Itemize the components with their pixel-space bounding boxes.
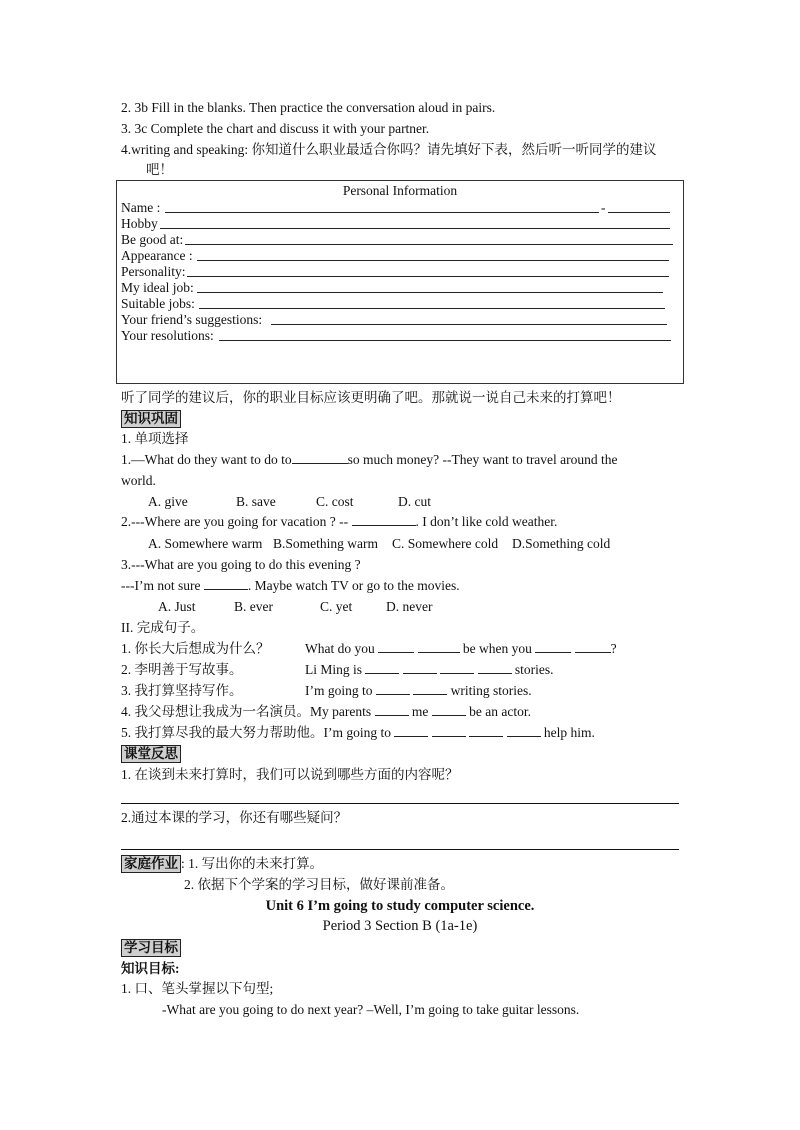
complete-item-4: 4. 我父母想让我成为一名演员。My parents me be an actor. bbox=[121, 704, 531, 719]
mc-q3-option-a: A. Just bbox=[158, 599, 196, 614]
complete-item-1-cn: 1. 你长大后想成为什么？ bbox=[121, 641, 270, 656]
field-suitable-jobs-label: Suitable jobs: bbox=[121, 296, 195, 311]
period-title: Period 3 Section B (1a-1e) bbox=[322, 918, 478, 934]
objective-item-1: 1. 口、笔头掌握以下句型; bbox=[121, 981, 274, 996]
field-resolutions-label: Your resolutions: bbox=[121, 328, 214, 343]
complete-item-1-en: What do you be when you ? bbox=[305, 641, 617, 656]
mc-q2-option-b: B.Something warm bbox=[273, 536, 378, 551]
blank[interactable] bbox=[413, 682, 447, 695]
complete-item-3-en: I’m going to writing stories. bbox=[305, 683, 532, 698]
complete-item-2-en: Li Ming is stories. bbox=[305, 662, 554, 677]
complete-item-5: 5. 我打算尽我的最大努力帮助他。I’m going to help him. bbox=[121, 725, 595, 740]
mc-q1-cont: world. bbox=[121, 473, 156, 488]
instruction-writing-cont: 吧！ bbox=[146, 162, 173, 177]
homework-item-1: : 1. 写出你的未来打算。 bbox=[181, 856, 324, 871]
mc-q1-option-a: A. give bbox=[148, 494, 188, 509]
mc-q1-option-d: D. cut bbox=[398, 494, 431, 509]
field-personality-line[interactable] bbox=[187, 276, 669, 277]
mc-q1: 1.—What do they want to do to so much money? --They want to travel around the bbox=[121, 452, 618, 467]
field-ideal-job-label: My ideal job: bbox=[121, 280, 194, 295]
section-homework: 家庭作业 bbox=[121, 855, 181, 873]
field-suggestions-label: Your friend’s suggestions: bbox=[121, 312, 263, 327]
field-name-line[interactable] bbox=[165, 212, 599, 213]
complete-heading: II. 完成句子。 bbox=[121, 620, 205, 635]
blank[interactable] bbox=[535, 640, 571, 653]
q3-blank[interactable] bbox=[204, 577, 248, 590]
section-objectives: 学习目标 bbox=[121, 939, 181, 957]
reflect-question-2: 2.通过本课的学习，你还有哪些疑问？ bbox=[121, 810, 348, 825]
blank[interactable] bbox=[378, 640, 414, 653]
blank[interactable] bbox=[440, 661, 474, 674]
blank[interactable] bbox=[507, 724, 541, 737]
personal-information-box bbox=[116, 180, 684, 384]
q2-blank[interactable] bbox=[352, 513, 416, 526]
after-box-text: 听了同学的建议后，你的职业目标应该更明确了吧。那就说一说自己未来的打算吧！ bbox=[121, 390, 621, 405]
complete-item-2-cn: 2. 李明善于写故事。 bbox=[121, 662, 243, 677]
field-resolutions-line[interactable] bbox=[219, 340, 671, 341]
box-title: Personal Information bbox=[342, 183, 458, 198]
reflect-answer-line-1[interactable] bbox=[121, 803, 679, 804]
mc-q3-option-b: B. ever bbox=[234, 599, 273, 614]
field-appearance-line[interactable] bbox=[197, 260, 669, 261]
field-name-label: Name : bbox=[121, 200, 161, 215]
field-suggestions-line[interactable] bbox=[271, 324, 667, 325]
section-reflect: 课堂反思 bbox=[121, 745, 181, 763]
field-hobby-label: Hobby bbox=[121, 216, 158, 231]
field-name-line-2[interactable] bbox=[608, 212, 670, 213]
blank[interactable] bbox=[432, 724, 466, 737]
blank[interactable] bbox=[575, 640, 611, 653]
blank[interactable] bbox=[432, 703, 466, 716]
mc-q3: 3.---What are you going to do this evening ? bbox=[121, 557, 361, 572]
blank[interactable] bbox=[469, 724, 503, 737]
complete-item-3-cn: 3. 我打算坚持写作。 bbox=[121, 683, 243, 698]
field-hobby-line[interactable] bbox=[160, 228, 670, 229]
mc-q2-option-d: D.Something cold bbox=[512, 536, 611, 551]
mc-q3-answer: ---I’m not sure . Maybe watch TV or go to the movies. bbox=[121, 578, 460, 593]
reflect-answer-line-2[interactable] bbox=[121, 849, 679, 850]
mc-q2-option-a: A. Somewhere warm bbox=[148, 536, 263, 551]
mc-q2-option-c: C. Somewhere cold bbox=[392, 536, 499, 551]
objective-sentence: -What are you going to do next year? –Well, I’m going to take guitar lessons. bbox=[162, 1002, 580, 1017]
homework-item-2: 2. 依据下个学案的学习目标，做好课前准备。 bbox=[184, 877, 454, 892]
mc-heading: 1. 单项选择 bbox=[121, 431, 189, 446]
blank[interactable] bbox=[394, 724, 428, 737]
section-consolidate: 知识巩固 bbox=[121, 410, 181, 428]
mc-q1-option-b: B. save bbox=[236, 494, 276, 509]
mc-q3-option-d: D. never bbox=[386, 599, 433, 614]
instruction-3b: 2. 3b Fill in the blanks. Then practice the conversation aloud in pairs. bbox=[121, 100, 496, 115]
field-appearance-label: Appearance : bbox=[121, 248, 193, 263]
q1-blank[interactable] bbox=[292, 451, 348, 464]
mc-q1-option-c: C. cost bbox=[316, 494, 354, 509]
instruction-3c: 3. 3c Complete the chart and discuss it with your partner. bbox=[121, 121, 430, 136]
field-personality-label: Personality: bbox=[121, 264, 186, 279]
knowledge-objectives: 知识目标: bbox=[121, 961, 180, 976]
field-good-at-label: Be good at: bbox=[121, 232, 184, 247]
field-suitable-jobs-line[interactable] bbox=[199, 308, 665, 309]
mc-q2: 2.---Where are you going for vacation ? -- . I don’t like cold weather. bbox=[121, 514, 558, 529]
blank[interactable] bbox=[365, 661, 399, 674]
blank[interactable] bbox=[418, 640, 460, 653]
field-good-at-line[interactable] bbox=[185, 244, 673, 245]
blank[interactable] bbox=[375, 703, 409, 716]
mc-q3-option-c: C. yet bbox=[320, 599, 353, 614]
instruction-writing: 4.writing and speaking: 你知道什么职业最适合你吗？请先填好下表，然后听一听同学的建议 bbox=[121, 142, 657, 157]
unit-title: Unit 6 I’m going to study computer science. bbox=[265, 898, 535, 914]
field-ideal-job-line[interactable] bbox=[197, 292, 663, 293]
reflect-question-1: 1. 在谈到未来打算时，我们可以说到哪些方面的内容呢？ bbox=[121, 767, 459, 782]
blank[interactable] bbox=[376, 682, 410, 695]
blank[interactable] bbox=[403, 661, 437, 674]
blank[interactable] bbox=[478, 661, 512, 674]
field-name-dash: - bbox=[601, 200, 606, 215]
